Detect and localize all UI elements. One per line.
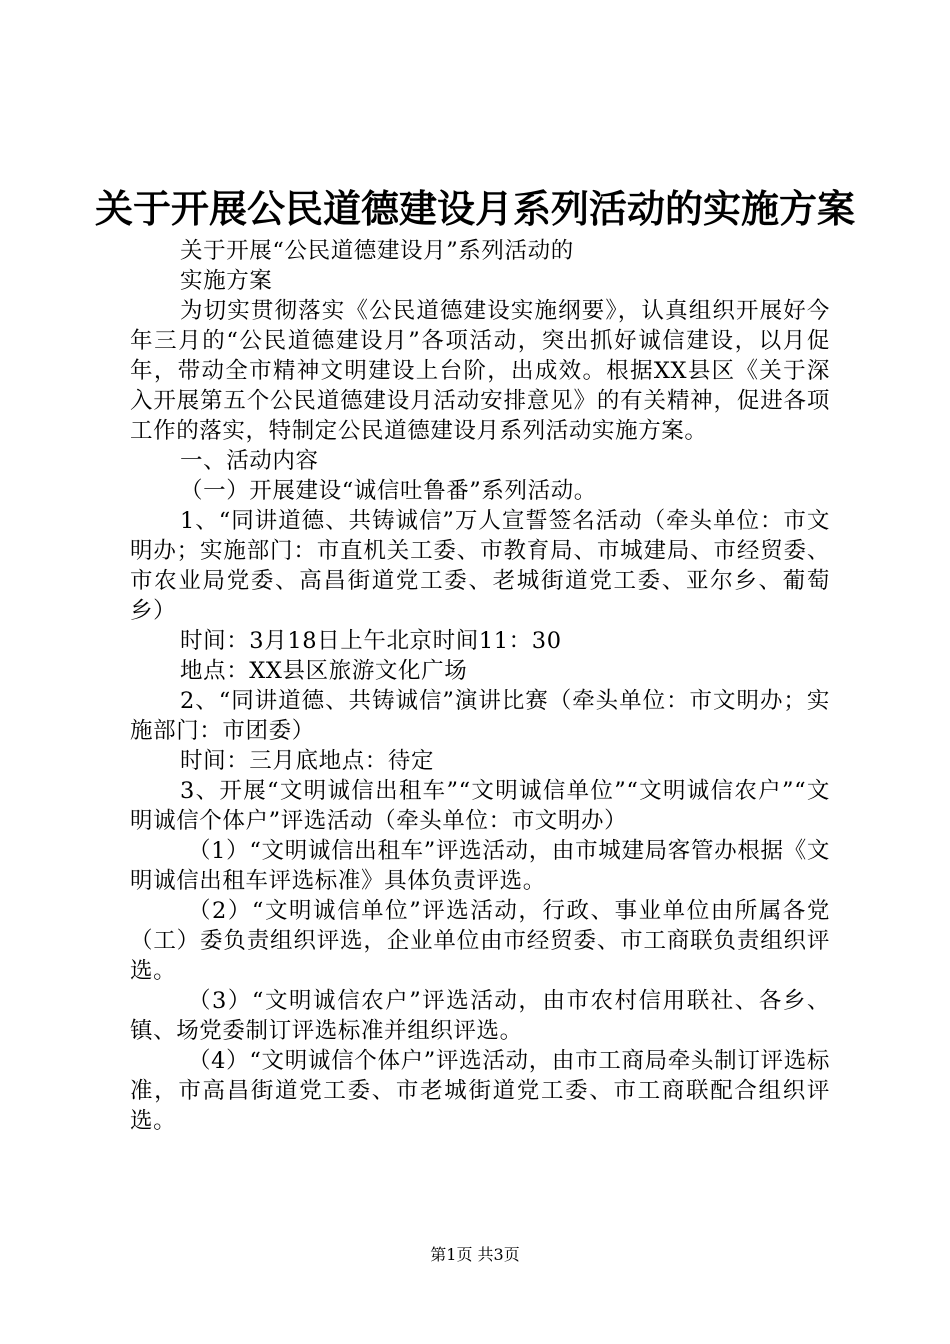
sub-item-2: （2）“文明诚信单位”评选活动，行政、事业单位由所属各党（工）委负责组织评选，企业单位由市经贸委、市工商联负责组织评选。 xyxy=(130,898,830,984)
subtitle-line-1: 关于开展“公民道德建设月”系列活动的 xyxy=(180,238,574,264)
subtitle-line-2: 实施方案 xyxy=(180,268,273,294)
sub-item-1: （1）“文明诚信出租车”评选活动，由市城建局客管办根据《文明诚信出租车评选标准》具体负责评选。 xyxy=(130,838,830,894)
page-number-footer: 第1页 共3页 xyxy=(430,1245,520,1264)
document-body xyxy=(130,236,830,1136)
activity-item-1: 1、“同讲道德、共铸诚信”万人宣誓签名活动（牵头单位：市文明办；实施部门：市直机关工委、市教育局、市城建局、市经贸委、市农业局党委、高昌街道党工委、老城街道党工委、亚尔乡、葡萄乡） xyxy=(130,508,830,624)
activity-1-location: 地点：XX县区旅游文化广场 xyxy=(180,658,468,684)
document-title: 关于开展公民道德建设月系列活动的实施方案 xyxy=(94,186,855,231)
sub-item-4: （4）“文明诚信个体户”评选活动，由市工商局牵头制订评选标准，市高昌街道党工委、市老城街道党工委、市工商联配合组织评选。 xyxy=(130,1048,830,1134)
activity-item-3: 3、开展“文明诚信出租车”“文明诚信单位”“文明诚信农户”“文明诚信个体户”评选活动（牵头单位：市文明办） xyxy=(130,778,830,834)
subsection-heading: （一）开展建设“诚信吐鲁番”系列活动。 xyxy=(180,478,597,504)
sub-item-3: （3）“文明诚信农户”评选活动，由市农村信用联社、各乡、镇、场党委制订评选标准并组织评选。 xyxy=(130,988,830,1044)
activity-1-time: 时间：3月18日上午北京时间11：30 xyxy=(180,628,562,654)
section-heading: 一、活动内容 xyxy=(180,448,319,474)
intro-paragraph: 为切实贯彻落实《公民道德建设实施纲要》，认真组织开展好今年三月的“公民道德建设月”各项活动，突出抓好诚信建设，以月促年，带动全市精神文明建设上台阶，出成效。根据XX县区《关于深入开展第五个公民道德建设月活动安排意见》的有关精神，促进各项工作的落实，特制定公民道德建设月系列活动实施方案。 xyxy=(130,298,830,444)
activity-2-time-location: 时间：三月底地点：待定 xyxy=(180,748,435,774)
activity-item-2: 2、“同讲道德、共铸诚信”演讲比赛（牵头单位：市文明办；实施部门：市团委） xyxy=(130,688,830,744)
